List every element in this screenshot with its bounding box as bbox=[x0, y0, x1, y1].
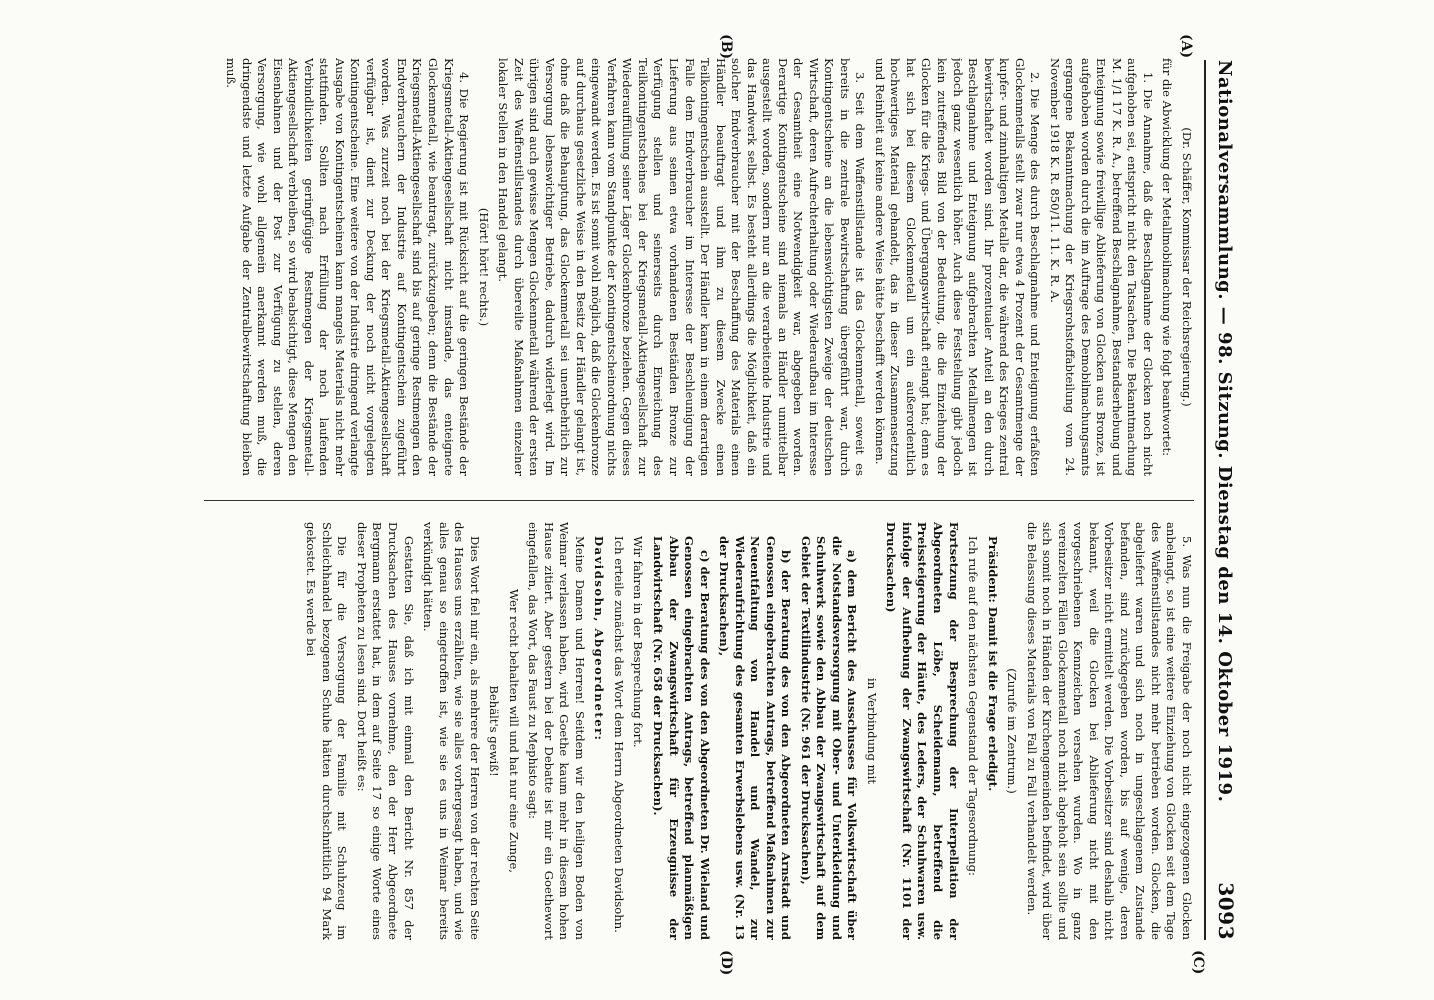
agenda-heading: Fortsetzung der Besprechung der Interpellation der Abgeordneten Löbe, Scheidemann, betreffend die Preissteigerung der Häute, des Leders, der Schuhwaren usw. infolge der Aufhebung der Zwangswirtschaft (Nr. 1101 der Drucksachen) bbox=[884, 522, 961, 940]
margin-mark-a: (A) bbox=[1178, 34, 1194, 59]
margin-mark-c: (C) bbox=[1190, 950, 1206, 975]
page-header bbox=[1214, 60, 1238, 940]
paragraph: Dies Wort fiel mir ein, als mehrere der Herren von der rechten Seite des Hauses uns erzählten, wie sie alles vorhergesagt haben, und wie alles genau so eingetroffen ist, wie sie es uns in Weimar bereits verkündigt hätten. bbox=[421, 522, 482, 940]
speaker-name: Davidsohn, Abgeordneter: bbox=[592, 536, 607, 742]
margin-mark-b: (B) bbox=[718, 34, 734, 60]
quote-line: Wer recht behalten will und hat nur eine Zunge, bbox=[506, 588, 521, 873]
paragraph: Ich erteile zunächst das Wort dem Herrn Abgeordneten Davidsohn. bbox=[611, 536, 626, 933]
agenda-item-c: c) der Beratung des von den Abgeordneten Dr. Wieland und Genossen eingebrachten Antrags, betreffend planmäßigen Abbau der Zwangswirtschaft für Erzeugnisse der Landwirtschaft (Nr. 658 der Drucksachen). bbox=[651, 536, 712, 940]
header-rule bbox=[1204, 60, 1206, 940]
president-statement: Präsident: Damit ist die Frage erledigt. bbox=[985, 536, 1000, 792]
agenda-item-b: b) der Beratung des von den Abgeordneten Arnstadt und Genossen eingebrachten Antrags, betreffend Maßnahmen zur Neuentfaltung von Handel und Wandel, zur Wiederaufrichtung des gesamten Erwerbslebens usw. (Nr. 13 der Drucksachen), bbox=[717, 536, 794, 940]
margin-mark-d: (D) bbox=[718, 950, 734, 976]
paragraph: 3. Seit dem Waffenstillstande ist das Glockenmetall, soweit es bereits in die zentrale Bewirtschaftung übergeführt war, durch Kontingentscheine an die lebenswichtigsten Zweige der deutschen Wirtschaft, deren Aufrechterhaltung oder Wiederaufbau im Interesse der Gesamtheit eine Notwendigkeit war, abgegeben worden. Derartige Kontingentscheine sind niemals an Händler unmittelbar ausgestellt worden, sondern nur an die verarbeitende Industrie und das Handwerk selbst. Es besteht allerdings die Möglichkeit, daß ein solcher Endverbraucher mit der Beschaffung des Materials einen Händler beauftragt und ihm zu diesem Zwecke einen Teilkontingentschein ausstellt. Der Händler kann in einem derartigen Falle dem Endverbraucher im Interesse der Beschleunigung der Lieferung aus seinen etwa vorhandenen Beständen Bronze zur Verfügung stellen und seinerseits durch Einreichung des Teilkontingentscheines bei der Kriegsmetall-Aktiengesellschaft zur Wiederauffüllung seiner Läger Glockenbronze beziehen. Gegen dieses Verfahren kann vom Standpunkte der Kontingentscheinordnung nichts eingewandt werden. Es ist somit wohl möglich, daß die Glockenbronze auf durchaus gesetzliche Weise in den Besitz der Händler gelangt ist, ohne daß die Behauptung, das Glockenmetall sei unentbehrlich zur Versorgung lebenswichtiger Betriebe, dadurch widerlegt wird. Im übrigen sind auch gewisse Mengen Glockenmetall während der ersten Zeit des Waffenstillstandes durch übereilte Maßnahmen einzelner lokaler Stellen in den Handel gelangt. bbox=[496, 58, 868, 476]
right-column bbox=[54, 522, 1194, 940]
paragraph: Meine Damen und Herren! Seitdem wir den heiligen Boden von Weimar verlassen haben, wird Goethe kaum mehr in diesem hohen Hause zitiert. Aber gestern bei der Debatte ist mir ein Goethewort eingefallen, das Wort, das Faust zu Mephisto sagt: bbox=[526, 522, 587, 940]
paragraph: 4. Die Regierung ist mit Rücksicht auf die geringen Bestände der Kriegsmetall-Aktiengesellschaft nicht imstande, das enteignete Glockenmetall, wie beantragt, zurückzugeben; denn die Bestände der Kriegsmetall-Aktiengesellschaft sind bis auf geringe Restmengen den Endverbrauchern der Industrie auf Kontingentschein zugeführt worden. Was zurzeit noch bei der Kriegsmetall-Aktiengesellschaft verfügbar ist, dient zur Deckung der noch nicht vorgelegten Kontingentscheine. Eine weitere von der Industrie dringend verlangte Ausgabe von Kontingentscheinen kann mangels Materials nicht mehr stattfinden. Sollten nach Erfüllung der noch laufenden Verbindlichkeiten geringfügige Restmengen der Kriegsmetall-Aktiengesellschaft verbleiben, so wird beabsichtigt, diese Mengen den Eisenbahnen und der Post zur Verfügung zu stellen, deren Versorgung, wie wohl allgemein anerkannt werden muß, die dringendste und letzte Aufgabe der Zentralbewirtschaftung bleiben muß. bbox=[224, 58, 472, 476]
agenda-connector: in Verbindung mit bbox=[864, 678, 879, 784]
paragraph: Die für die Versorgung der Familie mit Schuhzeug im Schleichhandel bezogenen Schuhe hätten durchschnittlich 94 Mark gekostet. Es werde bei bbox=[304, 522, 350, 940]
agenda-item-a: a) dem Bericht des Ausschusses für Volkswirtschaft über die Notstandsversorgung mit Ober- und Unterkleidung und Schuhwerk sowie den Abbau der Zwangswirtschaft auf dem Gebiet der Textilindustrie (Nr. 961 der Drucksachen), bbox=[798, 536, 860, 940]
speaker-line: (Dr. Schäffer, Kommissar der Reichsregierung.) bbox=[1180, 127, 1194, 407]
paragraph: 5. Was nun die Freigabe der noch nicht eingezogenen Glocken anbelangt, so ist eine weitere Einziehung von Glocken seit dem Tage des Waffenstillstandes nicht mehr betrieben worden. Glocken, die abgeliefert waren und sich noch in ungeschlagenem Zustande befanden, sind zurückgegeben worden, bis auf wenige, deren Vorbesitzer nicht ermittelt werden. Die Vorbesitzer sind deshalb nicht bekannt, weil die Glocken bei Ablieferung nicht mit den vorgeschriebenen Kennzeichen versehen wurden. Wo in ganz vereinzelten Fällen Glockenmetall noch nicht abgeholt sein sollte und sich somit noch in Händen der Kirchengemeinden befindet, wird über die Belassung dieses Materials von Fall zu Fall verhandelt werden. bbox=[1024, 522, 1194, 940]
paragraph: 1. Die Annahme, daß die Beschlagnahme der Glocken noch nicht aufgehoben sei, entspricht nicht den Tatsachen. Die Bekanntmachung M. 1/1 17 K. R. A., betreffend Beschlagnahme, Bestandserhebung und Enteignung sowie freiwillige Ablieferung von Glocken aus Bronze, ist aufgehoben worden durch die im Auftrage des Demobilmachungsamts ergangene Bekanntmachung der Kriegsrohstoffabteilung vom 24. November 1918 K. R. 850/11. 11. K. R. A. bbox=[1047, 58, 1155, 476]
paragraph: Ich rufe auf den nächsten Gegenstand der Tagesordnung: bbox=[966, 536, 981, 876]
paragraph: Wir fahren in der Besprechung fort. bbox=[631, 536, 646, 748]
left-column bbox=[54, 58, 1194, 476]
column-divider bbox=[204, 500, 1194, 501]
paragraph: Gestatten Sie, daß ich mit einmal den Bericht Nr. 857 der Drucksachen des Hauses vornehme, den der Herr Abgeordnete Bergmann erstattet hat, in dem auf Seite 17 so einige Worte eines dieser Propheten zu lesen sind. Dort heißt es: bbox=[354, 522, 416, 940]
quote-line: Behält's gewiß! bbox=[487, 685, 502, 777]
paragraph: 2. Die Menge des durch Beschlagnahme und Enteignung erfaßten Glockenmetalls stellt zwar nur etwa 4 Prozent der Gesamtmenge der kupfer- und zinnhaltigen Metalle dar, die während des Krieges zentral bewirtschaftet worden sind. Ihr prozentualer Anteil an den durch Beschlagnahme und Enteignung aufgebrachten Metallmengen ist jedoch ganz wesentlich höher. Auch diese Feststellung gibt jedoch kein zutreffendes Bild von der Bedeutung, die die Einziehung der Glocken für die Kriegs- und Übergangswirtschaft erlangt hat; denn es hat sich bei diesem Glockenmetall um ein außerordentlich hochwertiges Material gehandelt, das in dieser Zusammensetzung und Reinheit auf keine andere Weise hätte beschafft werden können. bbox=[872, 58, 1043, 476]
page-number: 3093 bbox=[1214, 882, 1238, 940]
interjection: (Zurufe im Zentrum.) bbox=[1005, 668, 1020, 794]
paragraph: für die Abwicklung der Metallmobilmachung wie folgt beantwortet: bbox=[1160, 58, 1175, 457]
interjection: (Hört! hört! rechts.) bbox=[476, 207, 491, 327]
header-title: Nationalversammlung. — 98. Sitzung. Dienstag den 14. Oktober 1919. bbox=[1214, 60, 1235, 803]
